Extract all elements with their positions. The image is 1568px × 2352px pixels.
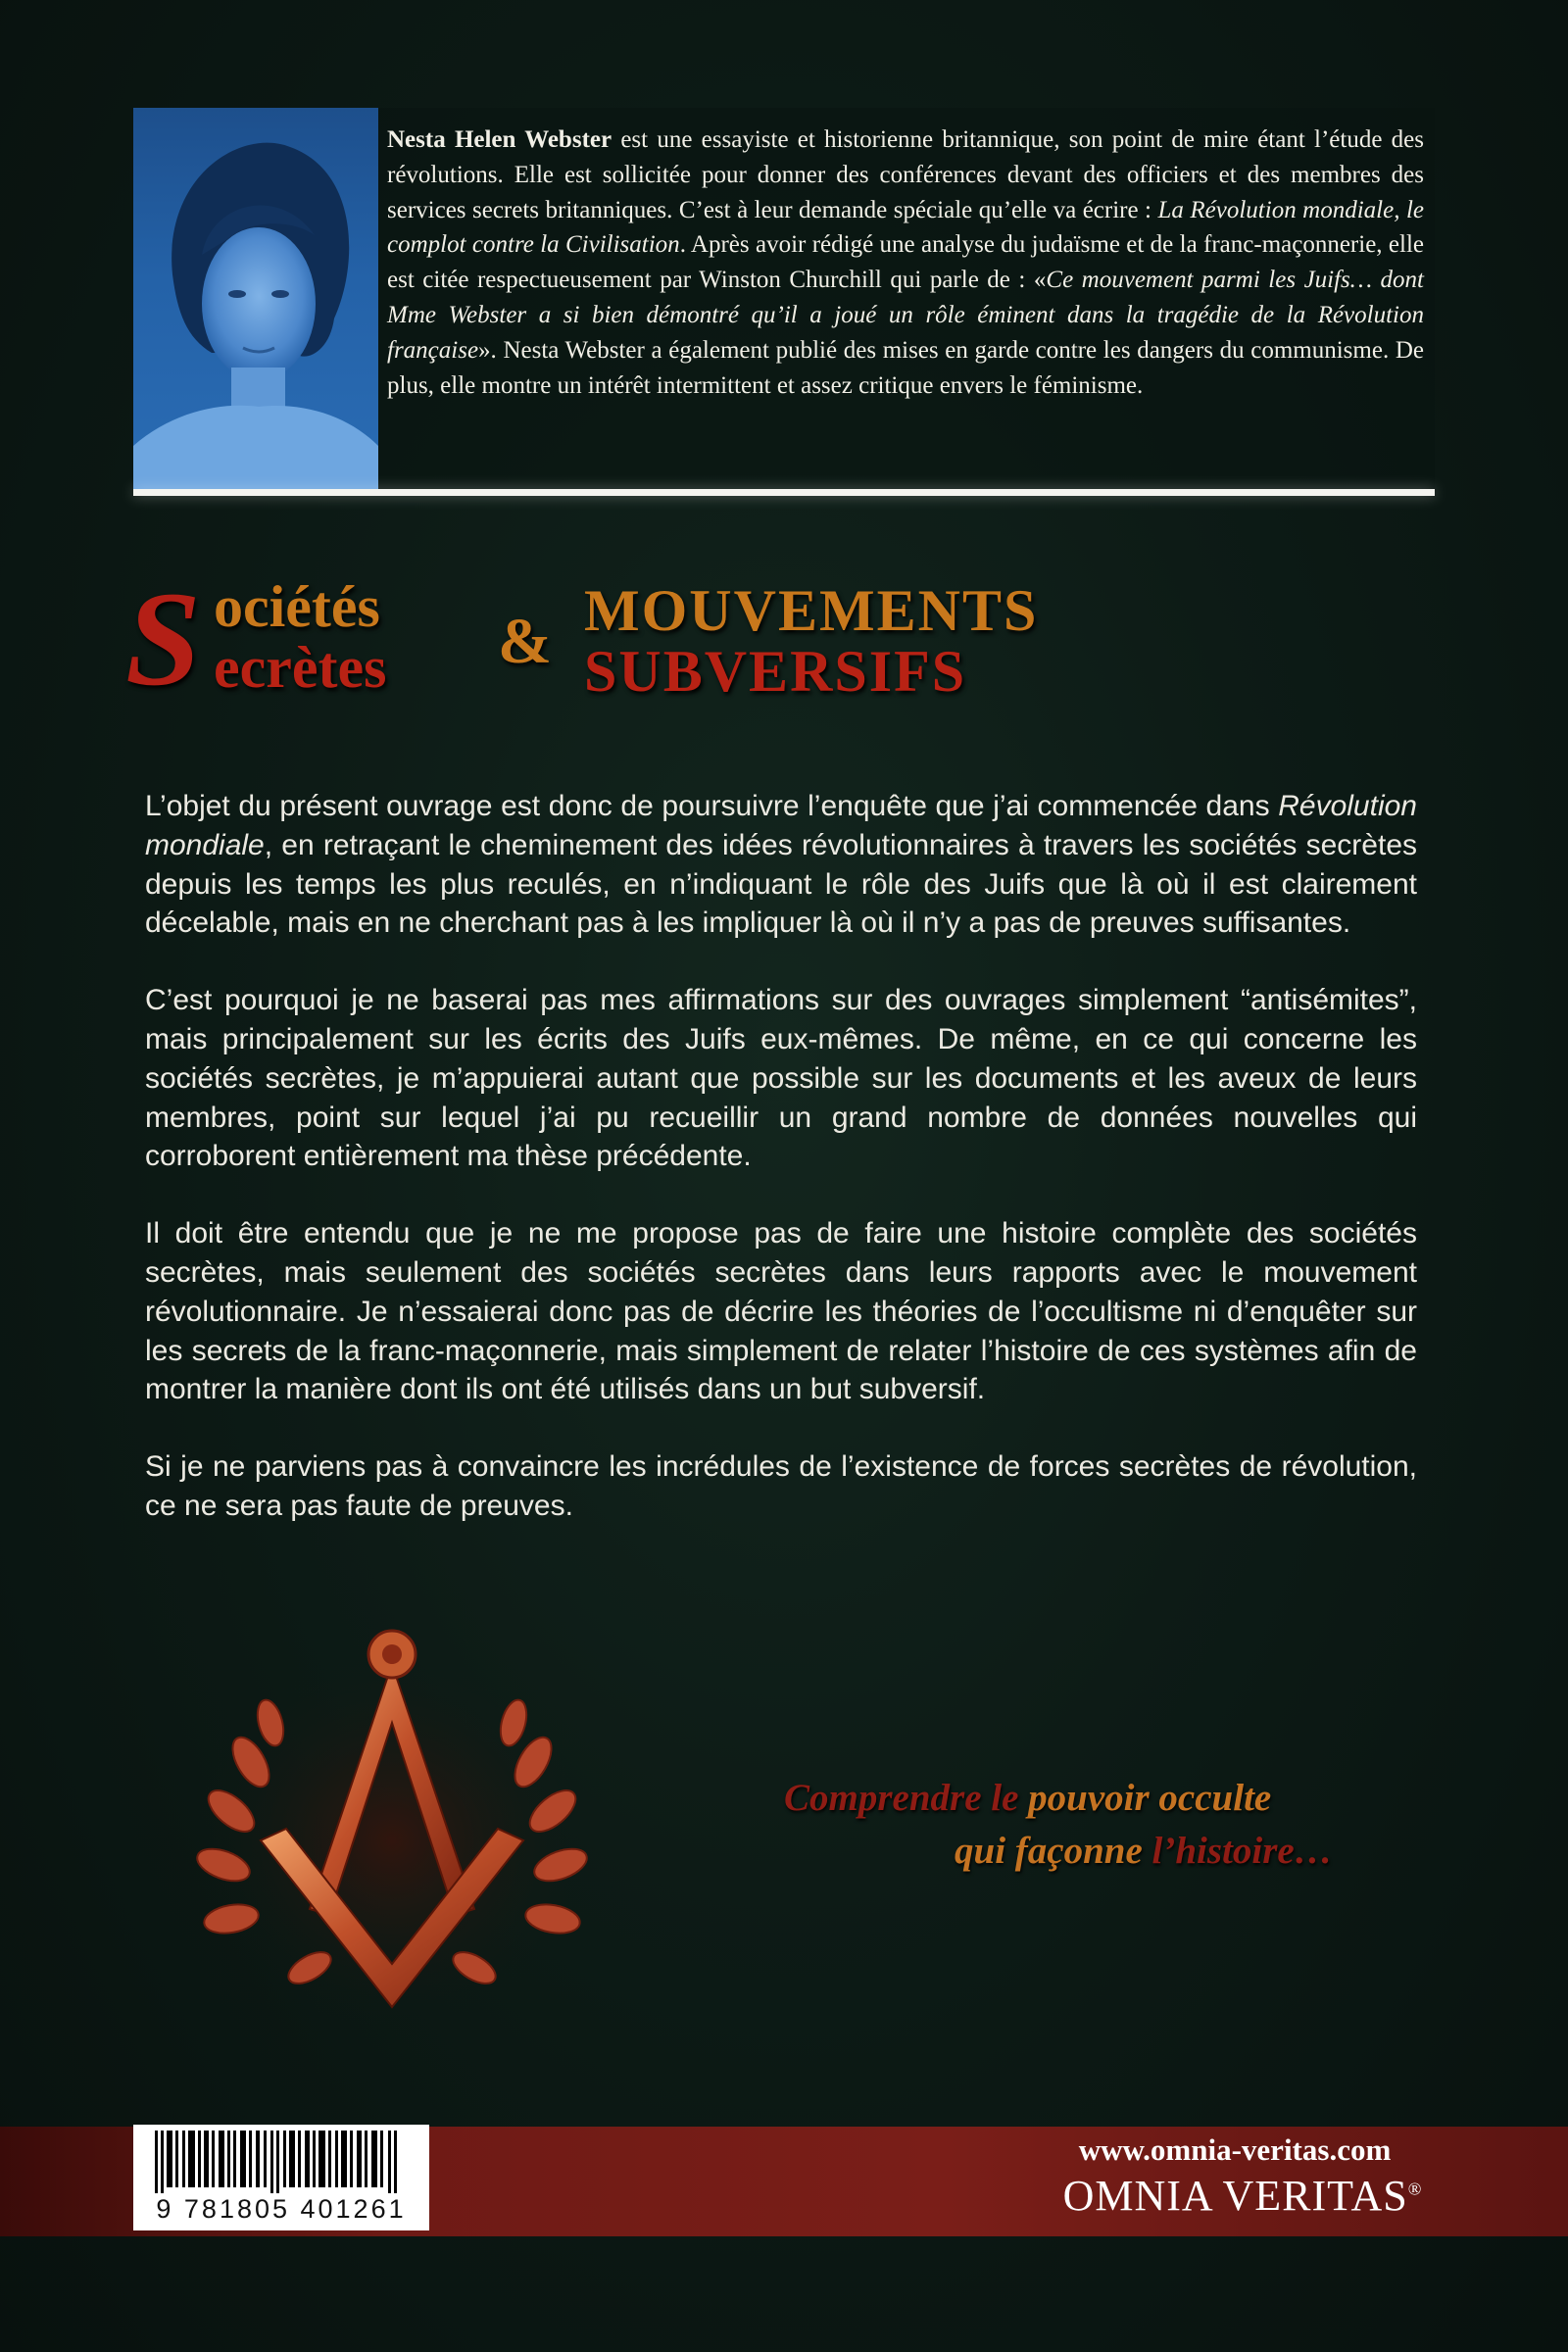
blurb-p1-b: , en retraçant le cheminement des idées révolutionnaires à travers les sociétés secrètes depuis les temps les plus reculés, en n’indiquant le rôle des Juifs que là où il est clairement décelable, mais en ne cherchant pas à les impliquer là où il n’y a pas de preuves suffisantes. xyxy=(145,828,1417,940)
bio-churchill-quote: Ce mouvement parmi les Juifs… dont Mme Webster a si bien démontré qu’il a joué un rôle éminent dans la tragédie de la Révolution française xyxy=(387,267,1424,364)
title-subversifs: SUBVERSIFS xyxy=(584,639,967,704)
tagline-d: l’histoire… xyxy=(1152,1830,1333,1872)
title-secretes: ecrètes xyxy=(214,635,387,700)
blurb xyxy=(145,787,1417,1564)
author-bio xyxy=(387,122,1424,403)
website-link[interactable]: www.omnia-veritas.com xyxy=(1078,2132,1392,2167)
publisher-logo xyxy=(1037,2171,1448,2221)
isbn-digits: 9 781805 401261 xyxy=(156,2194,407,2224)
tagline-line-2 xyxy=(774,1825,1421,1878)
tagline-line-1 xyxy=(774,1772,1421,1825)
registered-mark: ® xyxy=(1407,2179,1423,2199)
divider-rule xyxy=(133,489,1435,496)
book-title xyxy=(125,564,1105,727)
title-initial-s: S xyxy=(125,564,201,713)
barcode xyxy=(133,2125,429,2230)
tagline xyxy=(774,1772,1421,1878)
blurb-p1-book-title: Révolution mondiale xyxy=(145,790,1417,861)
author-box xyxy=(133,108,1435,494)
bio-part-2: . Après avoir rédigé une analyse du judaïsme et de la franc-maçonnerie, elle est citée respectueusement par Winston Churchill qui parle de : « xyxy=(387,231,1424,294)
tagline-c: qui façonne xyxy=(955,1830,1152,1872)
blurb-paragraph-2: C’est pourquoi je ne baserai pas mes affirmations sur des ouvrages simplement “antisémites”, mais principalement sur les écrits des Juifs eux-mêmes. De même, en ce qui concerne les sociétés secrètes, je m’appuierai autant que possible sur les documents et les aveux de leurs membres, point sur lequel j’ai pu recueillir un grand nombre de données nouvelles qui corroborent entièrement ma thèse précédente. xyxy=(145,984,1417,1173)
blurb-p1-a: L’objet du présent ouvrage est donc de poursuivre l’enquête que j’ai commencée dans xyxy=(145,790,1279,822)
bio-part-1: est une essayiste et historienne britannique, son point de mire étant l’étude des révolutions. Elle est sollicitée pour donner des conférences devant des officiers et des membres des services secrets britanniques. C’est à leur demande spéciale qu’elle va écrire : xyxy=(387,126,1424,223)
barcode-bars xyxy=(155,2131,408,2193)
title-mouvements: MOUVEMENTS xyxy=(584,578,1039,643)
tagline-a: Comprendre le xyxy=(784,1777,1029,1819)
title-ampersand: & xyxy=(498,606,552,677)
author-portrait xyxy=(133,108,378,490)
blurb-paragraph-4: Si je ne parviens pas à convaincre les incrédules de l’existence de forces secrètes de révolution, ce ne sera pas faute de preuves. xyxy=(145,1450,1417,1522)
bio-book-title: La Révolution mondiale, le complot contre la Civilisation xyxy=(387,196,1424,259)
author-name: Nesta Helen Webster xyxy=(387,126,612,153)
title-societes: ociétés xyxy=(214,574,380,639)
tagline-b: pouvoir occulte xyxy=(1028,1777,1272,1819)
bio-part-3: ». Nesta Webster a également publié des mises en garde contre les dangers du communisme. De plus, elle montre un intérêt intermittent et assez critique envers le féminisme. xyxy=(387,336,1424,399)
square-and-compass-icon xyxy=(192,1615,592,2027)
blurb-paragraph-1 xyxy=(145,787,1417,943)
publisher-name: OMNIA VERITAS xyxy=(1062,2172,1408,2220)
blurb-paragraph-3: Il doit être entendu que je ne me propose pas de faire une histoire complète des sociétés secrètes, mais seulement des sociétés secrètes dans leurs rapports avec le mouvement révolutionnaire. Je n’essaierai donc pas de décrire les théories de l’occultisme ni d’enquêter sur les secrets de la franc-maçonnerie, mais simplement de relater l’histoire de ces systèmes afin de montrer la manière dont ils ont été utilisés dans un but subversif. xyxy=(145,1217,1417,1406)
